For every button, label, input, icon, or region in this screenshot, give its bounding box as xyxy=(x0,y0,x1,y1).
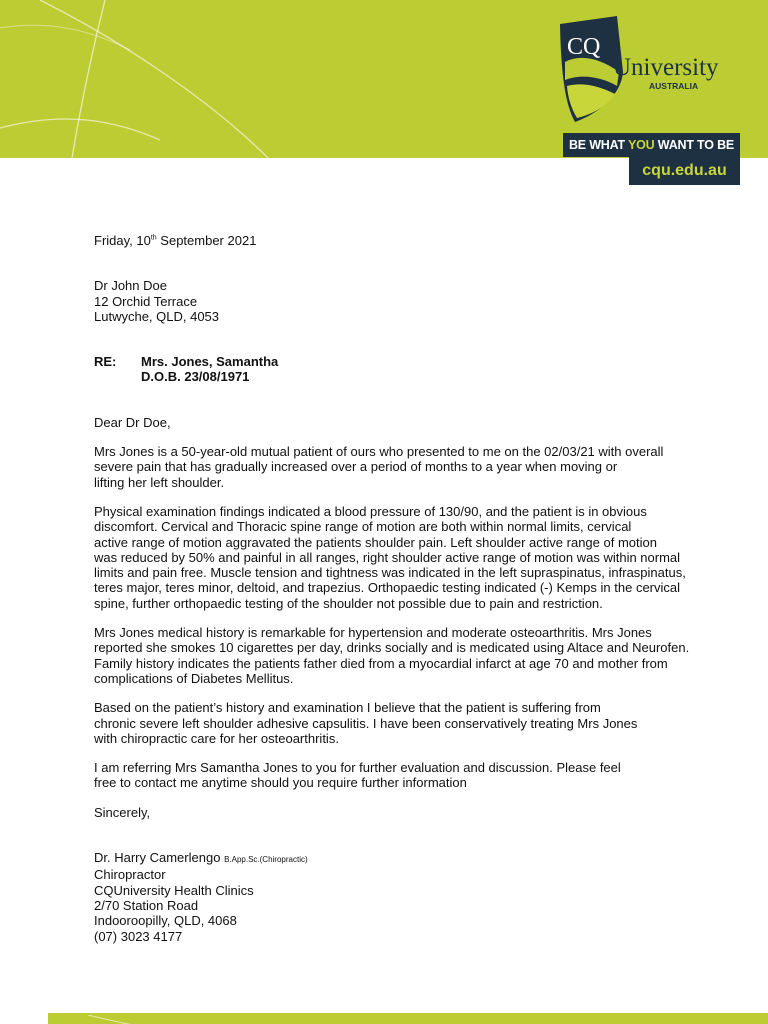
website-link[interactable]: cqu.edu.au xyxy=(629,157,740,185)
patient-name: Mrs. Jones, Samantha xyxy=(141,354,279,370)
paragraph-presentation: Mrs Jones is a 50-year-old mutual patient of ours who presented to me on the 02/03/21 with overall severe pain that has gradually increased over a period of months to a year when moving or lifting her left shoulder. xyxy=(94,444,664,490)
paragraph-diagnosis: Based on the patient’s history and examination I believe that the patient is suffering from chronic severe left shoulder adhesive capsulitis. I have been conservatively treating Mrs Jones with chiropractic care for her osteoarthritis. xyxy=(94,700,638,746)
salutation: Dear Dr Doe, xyxy=(94,414,171,430)
paragraph-referral: I am referring Mrs Samantha Jones to you for further evaluation and discussion. Please feel free to contact me anytime should you require further information xyxy=(94,760,621,791)
recipient-address: Dr John Doe 12 Orchid Terrace Lutwyche, QLD, 4053 xyxy=(94,278,220,324)
paragraph-history: Mrs Jones medical history is remarkable for hypertension and moderate osteoarthritis. Mrs Jones reported she smokes 10 cigarettes per day, drinks socially and is medicated using Altace and Neurofen. Family history indicates the patients father died from a myocardial infarct at age 70 and mother from complications of Diabetes Mellitus. xyxy=(94,625,690,686)
logo-cq: CQ xyxy=(567,34,601,60)
cqu-logo xyxy=(555,14,745,132)
letter-date: Friday, 10th September 2021 xyxy=(94,233,257,248)
signer-name: Dr. Harry Camerlengo xyxy=(94,850,221,866)
signature-block: Dr. Harry Camerlengo B.App.Sc.(Chiropractic) Chiropractor CQUniversity Health Clinics 2/70 Station Road Indooroopilly, QLD, 4068 (07) 3023 4177 xyxy=(94,850,308,944)
re-block xyxy=(94,354,754,385)
re-label: RE: xyxy=(94,354,117,370)
tagline: BE WHAT YOU WANT TO BE xyxy=(563,133,740,157)
letter-body xyxy=(94,233,754,944)
logo-country: AUSTRALIA xyxy=(649,81,699,91)
logo-university: University xyxy=(613,54,719,81)
patient-dob: D.O.B. 23/08/1971 xyxy=(141,369,250,385)
paragraph-examination: Physical examination findings indicated a blood pressure of 130/90, and the patient is in obvious discomfort. Cervical and Thoracic spine range of motion are both within normal limits, cervical active range of motion aggravated the patients shoulder pain. Left shoulder active range of motion was reduced by 50% and painful in all ranges, right shoulder active range of motion was within normal limits and pain free. Muscle tension and tightness was indicated in the left supraspinatus, infraspinatus, teres major, teres minor, deltoid, and trapezius. Orthopaedic testing indicated (-) Kemps in the cervical spine, further orthopaedic testing of the shoulder not possible due to pain and restriction. xyxy=(94,503,686,611)
header-band xyxy=(0,0,768,158)
closing: Sincerely, xyxy=(94,804,151,820)
footer-band xyxy=(48,1013,768,1024)
footer-arcs xyxy=(48,1015,768,1024)
signer-credentials: B.App.Sc.(Chiropractic) xyxy=(224,855,308,865)
